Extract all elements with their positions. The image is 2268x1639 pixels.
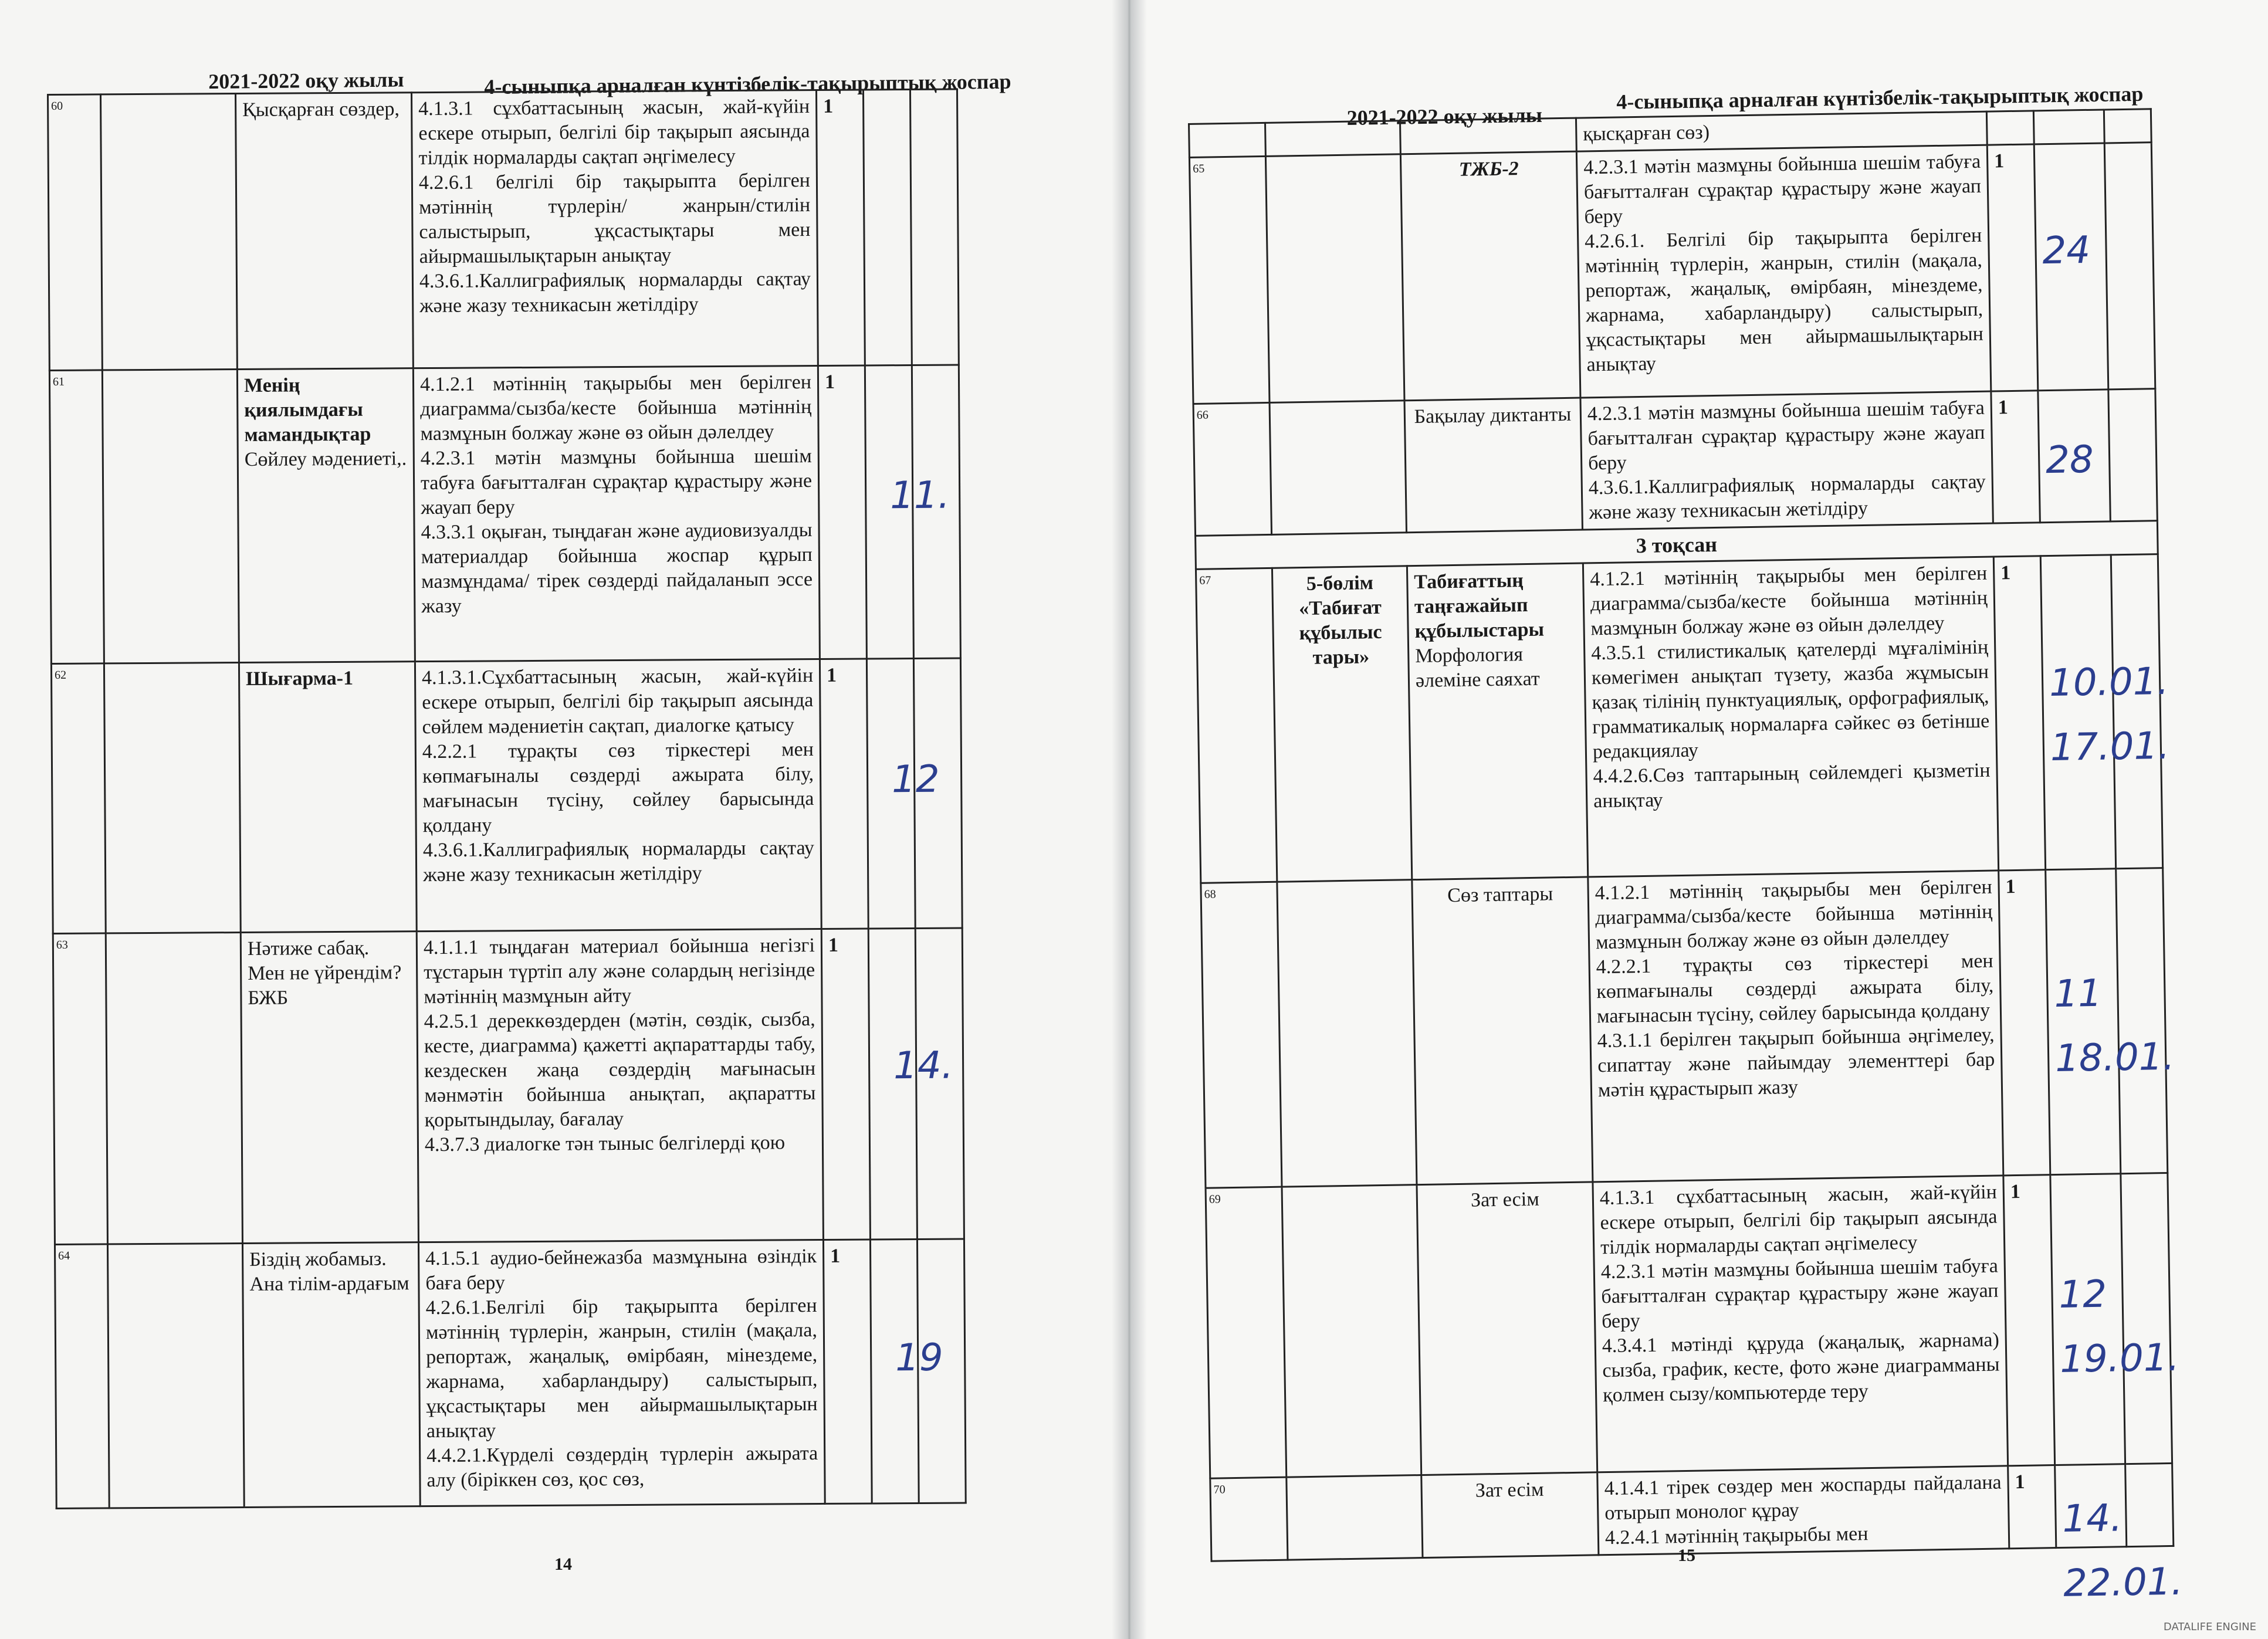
objective-item: 4.2.4.1 мәтіннің тақырыбы мен	[1604, 1523, 1868, 1549]
topic-cell	[1400, 151, 1580, 401]
objective-item: 4.1.3.1.Сұхбаттасының жасын, жай-күйін ескере отырып, белгілі бір тақырып аясында сөйлем мәдениетін сақтап, диалогке қатысу	[421, 665, 814, 739]
right-plan-table	[1188, 108, 2184, 1606]
topic-subtitle: Сөйлеу мәдениеті,.	[244, 448, 407, 470]
date-cell	[2040, 555, 2171, 870]
objective-item: 4.2.3.1 мәтін мазмұны бойынша шешім табуға бағытталған сұрақтар құрастыру және жауап беру	[420, 445, 813, 519]
section-cell	[102, 370, 239, 663]
section-cell	[1287, 1475, 1423, 1560]
topic-title: ТЖБ-2	[1458, 158, 1519, 181]
lesson-row	[1189, 143, 2155, 404]
topic-title: Зат есім	[1470, 1188, 1539, 1211]
lesson-row	[49, 365, 960, 663]
left-header-title: 4-сыныпқа арналған күнтізбелік-тақырыптық жоспар	[484, 69, 1011, 99]
lesson-row	[48, 89, 959, 370]
row-number: 63	[53, 933, 107, 1245]
topic-text: Қысқарған сөздер,	[242, 98, 400, 121]
left-page	[0, 0, 1129, 1639]
date-cell	[2034, 143, 2108, 391]
objective-item: 4.3.4.1 мәтінді құруда (жаңалық, жарнама) сызба, график, кесте, фото және диаграмманы қолмен сызу/компьютерде теру	[1602, 1329, 2000, 1407]
left-header-year: 2021-2022 оқу жылы	[208, 67, 404, 93]
section-cell	[1265, 154, 1404, 403]
row-number: 68	[1201, 882, 1282, 1188]
objectives-cell	[1583, 557, 1998, 877]
objective-item: 4.4.2.6.Сөз таптарының сөйлемдегі қызметін анықтау	[1593, 759, 1991, 812]
objective-item: 4.2.3.1 мәтін мазмұны бойынша шешім табуға бағытталған сұрақтар құрастыру және жауап беру	[1600, 1255, 1999, 1333]
objectives-cell	[413, 365, 820, 661]
hours-cell: 1	[1993, 556, 2045, 871]
topic-cell	[239, 662, 417, 933]
row-number: 60	[48, 94, 103, 371]
objective-item: 4.1.3.1 сұхбаттасының жасын, жай-күйін ескере отырып, белгілі бір тақырып аясында тілдік нормаларды сақтап әңгімелесу	[418, 96, 810, 170]
objective-item: 4.2.2.1 тұрақты сөз тіркестері мен көпмағыналы сөздерді ажырата білу, мағынасын түсіну, сөйлеу барысында қолдану	[422, 739, 814, 837]
objective-item: 4.1.2.1 мәтіннің тақырыбы мен берілген диаграмма/сызба/кесте бойынша мәтіннің мазмұнын болжау және өз ойын дәлелдеу	[1590, 562, 1988, 640]
handwritten-date: 14. 22.01.	[2061, 1496, 2184, 1606]
topic-cell	[241, 932, 418, 1244]
handwritten-date: 12	[891, 757, 940, 802]
handwritten-date: 24	[2042, 228, 2091, 273]
objectives-cell	[415, 659, 821, 931]
objectives-cell	[1576, 145, 1991, 398]
lesson-row	[1196, 554, 2162, 883]
topic-cell	[1407, 563, 1587, 880]
row-number: 61	[49, 370, 104, 664]
objective-item: 4.1.2.1 мәтіннің тақырыбы мен берілген диаграмма/сызба/кесте бойынша мәтіннің мазмұнын болжау және өз ойын дәлелдеу	[419, 371, 812, 445]
section-title: 5-бөлім «Табиғат құбылыс тары»	[1298, 572, 1382, 669]
row-number: 65	[1189, 156, 1270, 404]
objectives-cell	[1593, 1176, 2008, 1472]
objective-item: 4.2.6.1 белгілі бір тақырыпта берілген мәтіннің түрлерін/ жанрын/стилін салыстырып, ұқсастықтары мен айырмашылықтарын анықтау	[418, 170, 811, 268]
topic-subtitle: Морфология әлеміне саяхат	[1415, 644, 1541, 692]
section-cell	[101, 94, 238, 370]
objective-item: 4.1.1.1 тыңдаған материал бойынша негізгі тұстарын түртіп алу және солардың негізінде мәтіннің мазмұнын айту	[423, 934, 815, 1008]
objective-item: 4.2.3.1 мәтін мазмұны бойынша шешім табуға бағытталған сұрақтар құрастыру және жауап беру	[1587, 397, 1985, 475]
hours-cell: 1	[820, 659, 868, 929]
objective-item: 4.2.3.1 мәтін мазмұны бойынша шешім табуға бағытталған сұрақтар құрастыру және жауап беру	[1583, 150, 1982, 228]
objective-item: 4.3.7.3 диалогке тән тыныс белгілерді қою	[424, 1132, 786, 1156]
topic-cell	[242, 1242, 420, 1508]
topic-text: Біздің жобамыз. Ана тілім-ардағым	[249, 1248, 409, 1295]
objective-item: 4.3.6.1.Каллиграфиялық нормаларды сақтау және жазу техникасын жетілдіру	[419, 268, 811, 317]
handwritten-date: 28	[2045, 438, 2094, 483]
handwritten-date: 11 18.01.	[2053, 971, 2175, 1081]
section-cell	[1272, 566, 1411, 882]
quarter-title: 3 тоқсан	[1196, 521, 2158, 570]
right-page-number: 15	[1678, 1546, 1695, 1565]
topic-cell	[1417, 1182, 1597, 1475]
section-cell	[1277, 880, 1417, 1187]
objectives-cell	[1597, 1466, 2009, 1555]
date-cell	[2055, 1464, 2184, 1606]
topic-title: Шығарма-1	[245, 667, 354, 690]
watermark: DATALIFE ENGINE	[2163, 1621, 2256, 1633]
hours-cell: 1	[1999, 870, 2050, 1176]
hours-cell: 1	[2008, 1465, 2056, 1549]
objectives-cell	[1588, 871, 2003, 1182]
hours-cell: 1	[2003, 1175, 2055, 1466]
date-cell	[865, 365, 950, 659]
hours-cell: 1	[818, 365, 866, 659]
section-cell	[107, 1243, 244, 1508]
left-plan-table	[47, 89, 967, 1509]
notes-cell	[910, 89, 959, 365]
section-cell	[1270, 401, 1407, 535]
objectives-cell	[417, 929, 823, 1242]
row-number: 64	[55, 1244, 109, 1509]
topic-text: Нәтиже сабақ. Мен не үйрендім? БЖБ	[247, 937, 402, 1009]
objective-item: 4.1.5.1 аудио-бейнежазба мазмұнына өзіндік баға беру	[425, 1245, 817, 1295]
objective-item: 4.3.6.1.Каллиграфиялық нормаларды сақтау және жазу техникасын жетілдіру	[1588, 470, 1986, 524]
objective-item: 4.1.3.1 сұхбаттасының жасын, жай-күйін ескере отырып, белгілі бір тақырып аясында тілдік нормаларды сақтап әңгімелесу	[1599, 1181, 1998, 1259]
hours-cell: 1	[823, 1240, 872, 1503]
hours-cell: 1	[821, 929, 870, 1240]
date-cell	[2050, 1174, 2180, 1465]
lesson-row	[53, 928, 964, 1244]
row-number: 62	[51, 663, 106, 934]
right-header-title: 4-сыныпқа арналған күнтізбелік-тақырыптық жоспар	[1616, 82, 2144, 114]
topic-cell	[1421, 1472, 1599, 1558]
objective-item: 4.2.2.1 тұрақты сөз тіркестері мен көпмағыналы сөздерді ажырата білу, мағынасын түсіну, сөйлеу барысында қолдану	[1596, 950, 1994, 1028]
handwritten-date: 10.01. 17.01.	[2049, 659, 2171, 770]
lesson-row	[1201, 868, 2168, 1188]
lesson-row	[1206, 1173, 2172, 1478]
book-gutter	[1112, 0, 1147, 1639]
date-cell	[863, 90, 912, 365]
row-number: 69	[1206, 1187, 1287, 1478]
topic-cell	[1412, 877, 1593, 1185]
objective-item: 4.2.5.1 дереккөздерден (мәтін, сөздік, сызба, кесте, диаграмма) қажетті ақпараттарды табу, кездескен жаңа сөздердің мағынасын мәнмәтін бойынша анықтап, ақпаратты қорытындылау, бағалау	[424, 1008, 816, 1132]
lesson-row	[1193, 389, 2157, 536]
objectives-cell	[1580, 391, 1993, 530]
hours-cell: 1	[816, 90, 865, 365]
objective-item: 4.2.6.1.Белгілі бір тақырыпта берілген мәтіннің түрлерін, жанрын, стилін (мақала, репортаж, жаңалық, өмірбаян, мінездеме, жарнама, хабарландыру) салыстырып, ұқсастықтары мен айырмашылықтарын анықтау	[425, 1295, 818, 1442]
hours-cell: 1	[1991, 391, 2040, 523]
topic-title: Бақылау диктанты	[1414, 403, 1572, 428]
section-cell	[106, 933, 242, 1244]
section-cell	[1282, 1185, 1421, 1478]
date-cell	[870, 1239, 943, 1503]
lesson-row	[55, 1239, 966, 1508]
right-header-year: 2021-2022 оқу жылы	[1346, 103, 1543, 130]
date-cell	[868, 928, 954, 1239]
objectives-cell	[418, 1240, 825, 1506]
handwritten-date: 12 19.01.	[2058, 1272, 2180, 1381]
section-cell	[104, 663, 241, 933]
objective-item: 4.3.6.1.Каллиграфиялық нормаларды сақтау және жазу техникасын жетілдіру	[422, 837, 814, 886]
topic-title: Менің қиялымдағы мамандықтар	[243, 374, 371, 446]
objective-item: 4.3.3.1 оқыған, тыңдаған және аудиовизуалды материалдар бойынша жоспар құрып мазмұндама/ тірек сөздерді пайдаланып эссе жазу	[421, 519, 813, 618]
left-page-number: 14	[554, 1555, 572, 1574]
continuation-text: қысқарған сөз)	[1576, 111, 1987, 151]
objective-item: 4.3.5.1 стилистикалық қателерді мұғалімінің көмегімен анықтап түзету, жазба жұмысын қазақ тілінің пунктуациялық, орфографиялық, грамматикалық нормаларға сәйкес өз бетінше редакциялау	[1590, 636, 1990, 763]
objectives-cell	[411, 90, 818, 368]
date-cell	[2038, 390, 2111, 523]
objective-item: 4.1.2.1 мәтіннің тақырыбы мен берілген диаграмма/сызба/кесте бойынша мәтіннің мазмұнын болжау және өз ойын дәлелдеу	[1595, 876, 1993, 954]
right-page	[1129, 0, 2268, 1639]
date-cell	[2046, 869, 2175, 1175]
topic-cell	[237, 368, 415, 663]
hours-cell: 1	[1987, 144, 2038, 391]
row-number: 70	[1210, 1477, 1288, 1561]
objective-item: 4.3.1.1 берілген тақырып бойынша әңгімелеу, сипаттау және пайымдау элементтері бар мәтін құрастырып жазу	[1597, 1024, 1995, 1102]
objective-item: 4.2.6.1. Белгілі бір тақырыпта берілген мәтіннің түрлерін, жанрын, стилін (мақала, репортаж, жаңалық, өмірбаян, мінездеме, жарнама, хабарландыру) салыстырып, ұқсастықтары мен айырмашылықтарын анықтау	[1584, 224, 1984, 376]
topic-title: Сөз таптары	[1447, 883, 1553, 907]
row-number: 66	[1193, 402, 1272, 536]
handwritten-date: 11.	[889, 473, 950, 518]
lesson-row	[51, 658, 962, 933]
handwritten-date: 14.	[893, 1044, 954, 1088]
date-cell	[866, 658, 940, 928]
handwritten-date: 19	[895, 1336, 943, 1380]
row-number: 67	[1196, 568, 1277, 883]
topic-cell	[1404, 398, 1582, 533]
objective-item: 4.4.2.1.Күрделі сөздердің түрлерін ажырата алу (біріккен сөз, қос сөз,	[426, 1442, 818, 1492]
topic-title: Зат есім	[1475, 1478, 1544, 1502]
topic-title: Табиғаттың таңғажайып құбылыстары	[1414, 570, 1545, 643]
objective-item: 4.1.4.1 тірек сөздер мен жоспарды пайдалана отырып монолог құрау	[1604, 1471, 2002, 1525]
topic-cell	[236, 93, 414, 370]
